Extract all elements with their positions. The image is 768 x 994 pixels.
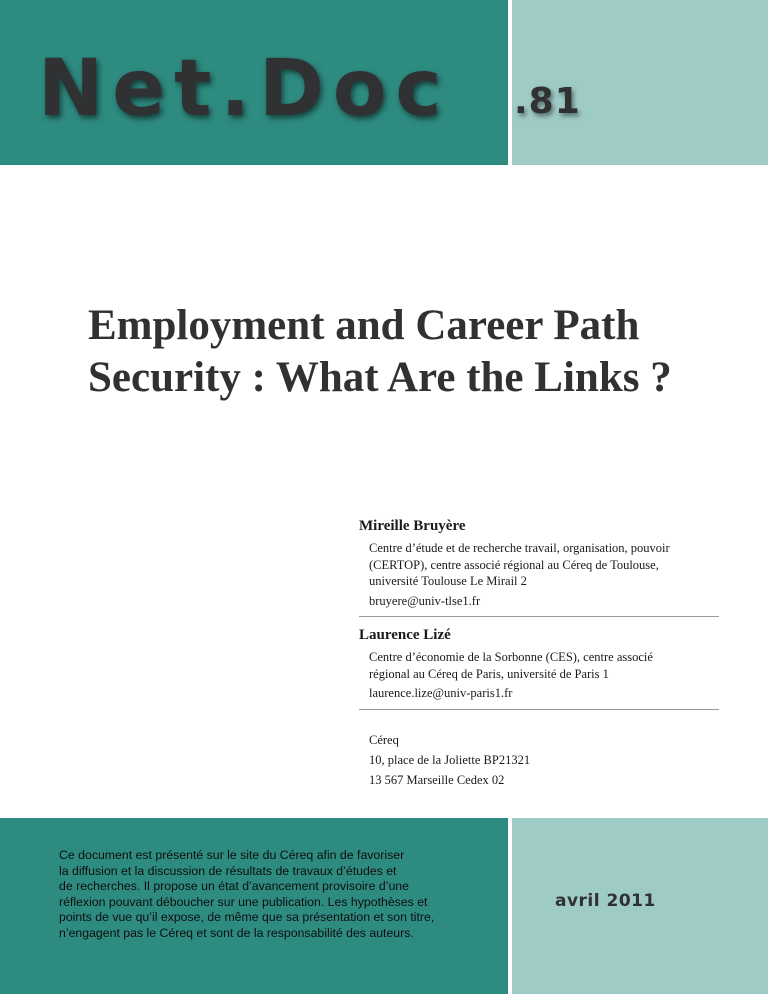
- publication-date: avril 2011: [555, 891, 656, 911]
- disclaimer-line: Ce document est présenté sur le site du Céreq afin de favoriser: [59, 848, 405, 862]
- author-affiliation-line: (CERTOP), centre associé régional au Céreq de Toulouse,: [369, 557, 659, 572]
- disclaimer-line: réflexion pouvant déboucher sur une publication. Les hypothèses et: [59, 894, 428, 909]
- author-entry: [359, 517, 719, 609]
- issue-number: .81: [514, 81, 581, 122]
- publisher-address: [369, 730, 719, 790]
- address-org: Céreq: [369, 732, 399, 747]
- series-logo: Net.Doc: [38, 44, 451, 134]
- author-email: bruyere@univ-tlse1.fr: [369, 593, 481, 608]
- disclaimer-line: de recherches. Il propose un état d’avancement provisoire d’une: [59, 879, 409, 894]
- author-entry: [359, 626, 719, 702]
- address-city: 13 567 Marseille Cedex 02: [369, 772, 505, 787]
- disclaimer-line: n’engagent pas le Céreq et sont de la responsabilité des auteurs.: [59, 925, 414, 940]
- title-line-1: Employment and Career Path: [88, 302, 640, 349]
- author-email: laurence.lize@univ-paris1.fr: [369, 686, 513, 700]
- disclaimer-line: la diffusion et la discussion de résultats de travaux d’études et: [59, 863, 397, 878]
- document-title: [88, 300, 728, 404]
- title-line-2: Security : What Are the Links ?: [88, 354, 672, 401]
- address-street: 10, place de la Joliette BP21321: [369, 752, 531, 767]
- author-affiliation-line: université Toulouse Le Mirail 2: [369, 574, 527, 588]
- disclaimer-line: points de vue qu’il expose, de même que sa présentation et son titre,: [59, 910, 435, 925]
- address-divider: [359, 709, 719, 710]
- author-block: [359, 517, 719, 790]
- disclaimer-text: [59, 848, 472, 942]
- author-name: Mireille Bruyère: [359, 518, 466, 534]
- author-divider: [359, 616, 719, 617]
- author-affiliation-line: régional au Céreq de Paris, université de Paris 1: [369, 666, 609, 681]
- author-affiliation-line: Centre d’étude et de recherche travail, organisation, pouvoir: [369, 541, 670, 555]
- author-affiliation-line: Centre d’économie de la Sorbonne (CES), centre associé: [369, 650, 653, 664]
- author-name: Laurence Lizé: [359, 627, 451, 643]
